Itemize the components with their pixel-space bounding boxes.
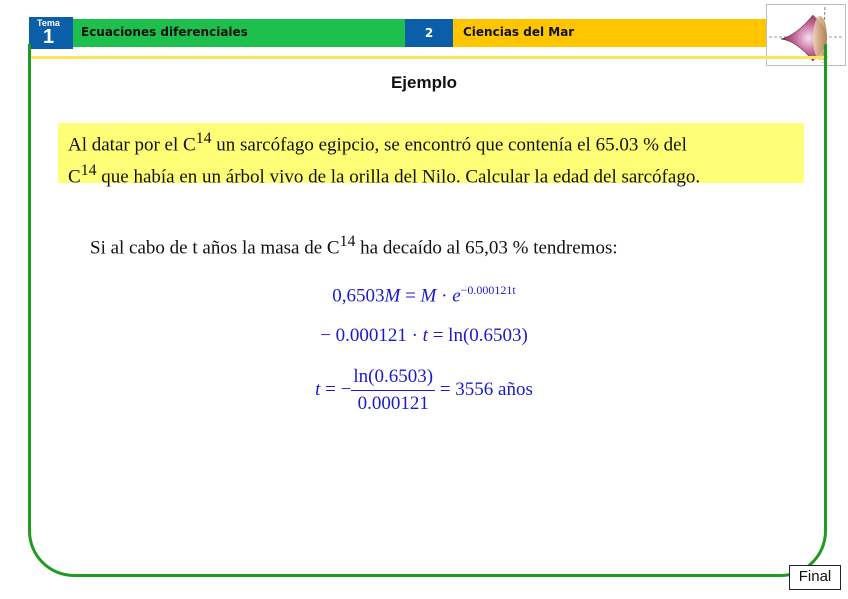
page-title: Ejemplo — [390, 73, 458, 92]
eq2-rhs: = ln(0.6503) — [427, 325, 528, 346]
problem-text-3: C — [68, 166, 81, 188]
problem-text-2: un sarcófago egipcio, se encontró que contenía el 65.03 % del — [211, 134, 687, 156]
eq1-coef: 0,6503 — [332, 285, 385, 307]
equation-3 — [0, 366, 848, 415]
eq3-result: = 3556 años — [435, 378, 533, 400]
eq1-exponent: −0.000121t — [460, 283, 516, 297]
eq3-fraction — [351, 366, 435, 415]
header-bar — [0, 0, 848, 50]
eq1-var-m2: M — [420, 285, 437, 307]
final-button[interactable]: Final — [789, 565, 841, 590]
subject-bar — [73, 19, 405, 47]
tema-number: 1 — [43, 26, 55, 48]
problem-sup-2: 14 — [80, 162, 97, 180]
problem-text-1: Al datar por el C — [68, 134, 196, 156]
eq3-equals: = − — [320, 378, 352, 400]
explanation-sup: 14 — [339, 233, 356, 250]
eq3-numerator: ln(0.6503) — [351, 366, 435, 391]
explanation-text — [90, 233, 618, 259]
eq1-equals: = — [400, 285, 421, 307]
eq3-var-t: t — [315, 378, 321, 400]
problem-statement — [58, 123, 804, 188]
eq1-e: e — [452, 285, 461, 307]
section-number: 2 — [405, 19, 453, 47]
eq2-var-t: t — [422, 325, 428, 346]
subject-title: Ecuaciones diferenciales — [81, 25, 248, 39]
eq1-var-m: M — [384, 285, 401, 307]
tema-label: Tema — [37, 18, 60, 28]
equation-1 — [0, 283, 848, 307]
problem-text-4: que había en un árbol vivo de la orilla del Nilo. Calcular la edad del sarcófago. — [96, 166, 701, 188]
school-title: Ciencias del Mar — [463, 25, 575, 39]
eq3-denominator: 0.000121 — [357, 393, 429, 414]
equation-2 — [0, 325, 848, 347]
problem-sup-1: 14 — [195, 130, 212, 147]
eq1-dot: · — [436, 285, 453, 307]
explanation-part-1: Si al cabo de t años la masa de C — [90, 237, 340, 259]
eq2-lhs: − 0.000121 · — [320, 325, 423, 346]
explanation-part-2: ha decaído al 65,03 % tendremos: — [355, 237, 618, 259]
school-bar — [453, 19, 766, 47]
